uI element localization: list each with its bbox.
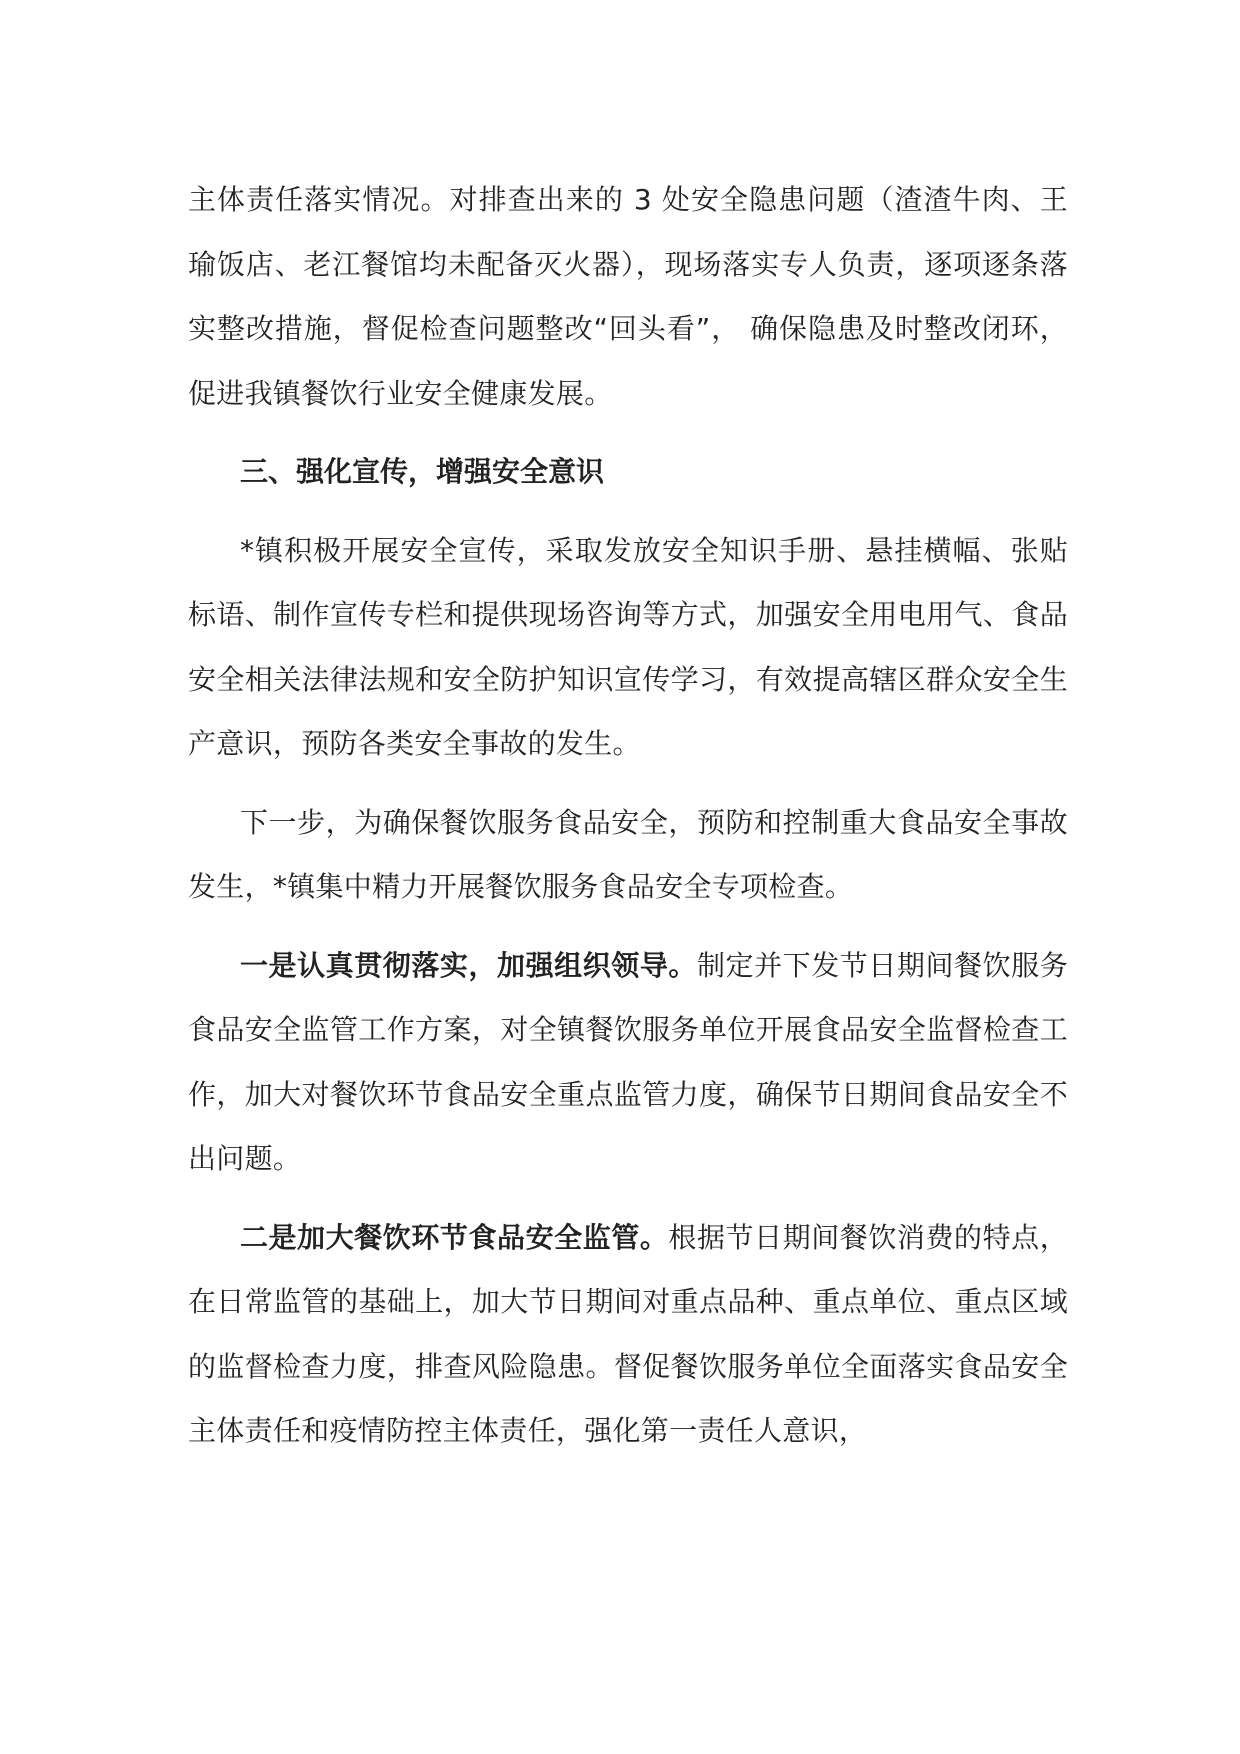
section-heading-3: 三、强化宣传，增强安全意识 <box>240 455 605 488</box>
paragraph-item-one <box>188 934 1068 1192</box>
item-one-lead: 一是认真贯彻落实，加强组织领导。 <box>240 948 697 982</box>
item-two-lead: 二是加大餐饮环节食品安全监管。 <box>240 1220 669 1254</box>
item-two-body: 根据节日期间餐饮消费的特点，在日常监管的基础上，加大节日期间对重点品种、重点单位、重点区域的监督检查力度，排查风险隐患。督促餐饮服务单位全面落实食品安全主体责任和疫情防控主体责任，强化第一责任人意识， <box>188 1220 1068 1447</box>
item-one-body: 制定并下发节日期间餐饮服务食品安全监管工作方案，对全镇餐饮服务单位开展食品安全监督检查工作，加大对餐饮环节食品安全重点监管力度，确保节日期间食品安全不出问题。 <box>188 948 1068 1175</box>
paragraph-continuation: 主体责任落实情况。对排查出来的 3 处安全隐患问题（渣渣牛肉、王瑜饭店、老江餐馆均未配备灭火器），现场落实专人负责，逐项逐条落实整改措施，督促检查问题整改“回头看”， 确保隐患及时整改闭环，促进我镇餐饮行业安全健康发展。 <box>188 183 1068 410</box>
document-page <box>188 168 1068 1478</box>
paragraph-publicity: *镇积极开展安全宣传，采取发放安全知识手册、悬挂横幅、张贴标语、制作宣传专栏和提供现场咨询等方式，加强安全用电用气、食品安全相关法律法规和安全防护知识宣传学习，有效提高辖区群众安全生产意识，预防各类安全事故的发生。 <box>188 533 1068 760</box>
paragraph-item-two <box>188 1206 1068 1464</box>
paragraph-next-step: 下一步，为确保餐饮服务食品安全，预防和控制重大食品安全事故发生，*镇集中精力开展餐饮服务食品安全专项检查。 <box>188 805 1068 903</box>
